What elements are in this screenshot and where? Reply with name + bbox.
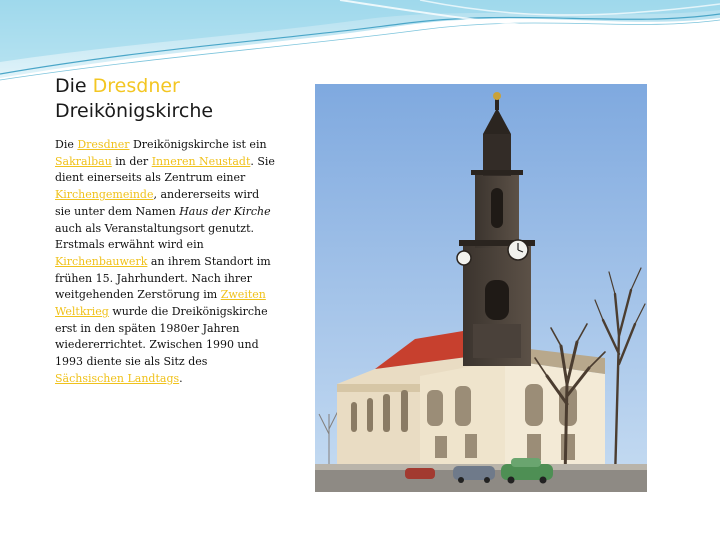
link-saechsischer-landtag[interactable]: Sächsischen Landtags bbox=[55, 371, 180, 385]
church-photo bbox=[315, 84, 647, 492]
link-dresdner[interactable]: Dresdner bbox=[77, 138, 130, 151]
link-innere-neustadt[interactable]: Inneren Neustadt bbox=[151, 154, 251, 168]
link-kirchengemeinde[interactable]: Kirchengemeinde bbox=[55, 188, 154, 202]
body-seg-5: , andererseits wird sie unter dem Namen bbox=[55, 188, 260, 218]
body-seg-3: in der bbox=[111, 154, 152, 168]
body-seg-2: Dreikönigskirche ist ein bbox=[129, 138, 267, 151]
slide-body-text bbox=[55, 137, 277, 388]
title-highlight: Dresdner bbox=[92, 75, 180, 97]
link-zweiter-weltkrieg[interactable]: Zweiten Weltkrieg bbox=[55, 288, 266, 319]
title-prefix: Die bbox=[55, 75, 93, 97]
link-kirchenbauwerk[interactable]: Kirchenbauwerk bbox=[55, 254, 148, 268]
slide-title bbox=[55, 74, 305, 124]
body-seg-7: an ihrem Standort im frühen 15. Jahrhundert. Nach ihrer weitgehenden Zerstörung im bbox=[55, 254, 271, 302]
body-seg-6: auch als Veranstaltungsort genutzt. Erstmals erwähnt wird ein bbox=[55, 221, 255, 252]
body-seg-4: . Sie dient einerseits als Zentrum einer bbox=[55, 154, 275, 185]
body-seg-1: Die bbox=[55, 138, 78, 151]
body-seg-9: . bbox=[179, 371, 183, 385]
body-seg-8: wurde die Dreikönigskirche erst in den späten 1980er Jahren wiedererrichtet. Zwischen 1990 und 1993 diente sie als Sitz des bbox=[55, 305, 268, 369]
title-rest: Dreikönigskirche bbox=[55, 100, 214, 122]
body-em-haus-der-kirche: Haus der Kirche bbox=[179, 204, 271, 218]
link-sakralbau[interactable]: Sakralbau bbox=[55, 154, 112, 168]
